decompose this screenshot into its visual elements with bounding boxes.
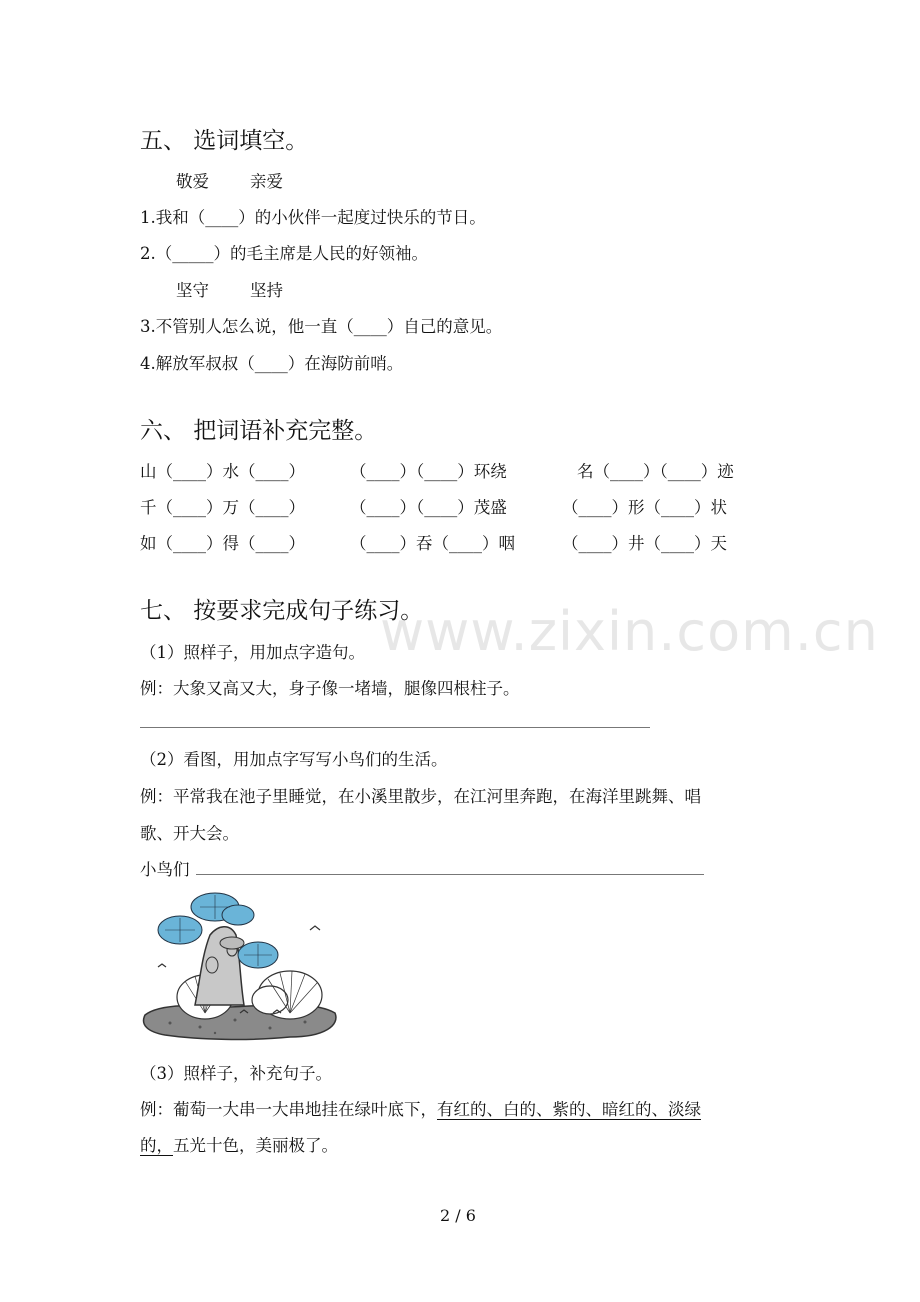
watermark: www.zixin.com.cn <box>380 600 879 663</box>
question-1: 1.我和（____）的小伙伴一起度过快乐的节日。 <box>140 208 486 227</box>
section-5-title: 五、 选词填空。 <box>140 128 309 154</box>
idiom-cell: 如（____）得（____） <box>140 534 305 553</box>
part-3-example-rest: 五光十色，美丽极了。 <box>173 1136 338 1155</box>
idiom-cell: （____）井（____）天 <box>562 534 727 553</box>
part-3-example-line-2 <box>140 1132 338 1156</box>
idiom-cell: （____）吞（____）咽 <box>350 534 515 553</box>
word-option: 亲爱 <box>250 172 283 191</box>
part-3-underlined-text: 的， <box>140 1136 173 1155</box>
idiom-cell: 名（____）（____）迹 <box>577 462 734 481</box>
part-3-example-line-1 <box>140 1096 701 1120</box>
part-1-label: （1）照样子，用加点字造句。 <box>140 643 365 662</box>
part-2-label: （2）看图，用加点字写写小鸟们的生活。 <box>140 750 448 769</box>
part-3-example-prefix: 例：葡萄一大串一大串地挂在绿叶底下， <box>140 1100 437 1119</box>
idiom-cell: 山（____）水（____） <box>140 462 305 481</box>
word-option: 坚守 <box>176 281 209 300</box>
page-number: 2 / 6 <box>440 1206 476 1225</box>
answer-line[interactable] <box>196 874 704 875</box>
section-6-title: 六、 把词语补充完整。 <box>140 418 378 444</box>
part-2-prompt: 小鸟们 <box>140 860 190 879</box>
part-3-label: （3）照样子，补充句子。 <box>140 1064 332 1083</box>
idiom-cell: （____）（____）环绕 <box>350 462 507 481</box>
idiom-cell: （____）形（____）状 <box>562 498 727 517</box>
question-2: 2.（_____）的毛主席是人民的好领袖。 <box>140 244 428 263</box>
part-2-example-line-1: 例：平常我在池子里睡觉，在小溪里散步，在江河里奔跑，在海洋里跳舞、唱 <box>140 787 701 806</box>
word-option: 坚持 <box>250 281 283 300</box>
part-2-example-line-2: 歌、开大会。 <box>140 824 239 843</box>
question-4: 4.解放军叔叔（____）在海防前哨。 <box>140 354 404 373</box>
word-option: 敬爱 <box>176 172 209 191</box>
idiom-cell: 千（____）万（____） <box>140 498 305 517</box>
part-1-example: 例：大象又高又大，身子像一堵墙，腿像四根柱子。 <box>140 679 520 698</box>
birds-tree-illustration <box>140 885 340 1045</box>
question-3: 3.不管别人怎么说，他一直（____）自己的意见。 <box>140 317 503 336</box>
part-3-underlined-text: 有红的、白的、紫的、暗红的、淡绿 <box>437 1100 701 1119</box>
idiom-cell: （____）（____）茂盛 <box>350 498 507 517</box>
answer-line[interactable] <box>140 727 650 728</box>
section-7-title: 七、 按要求完成句子练习。 <box>140 598 424 624</box>
